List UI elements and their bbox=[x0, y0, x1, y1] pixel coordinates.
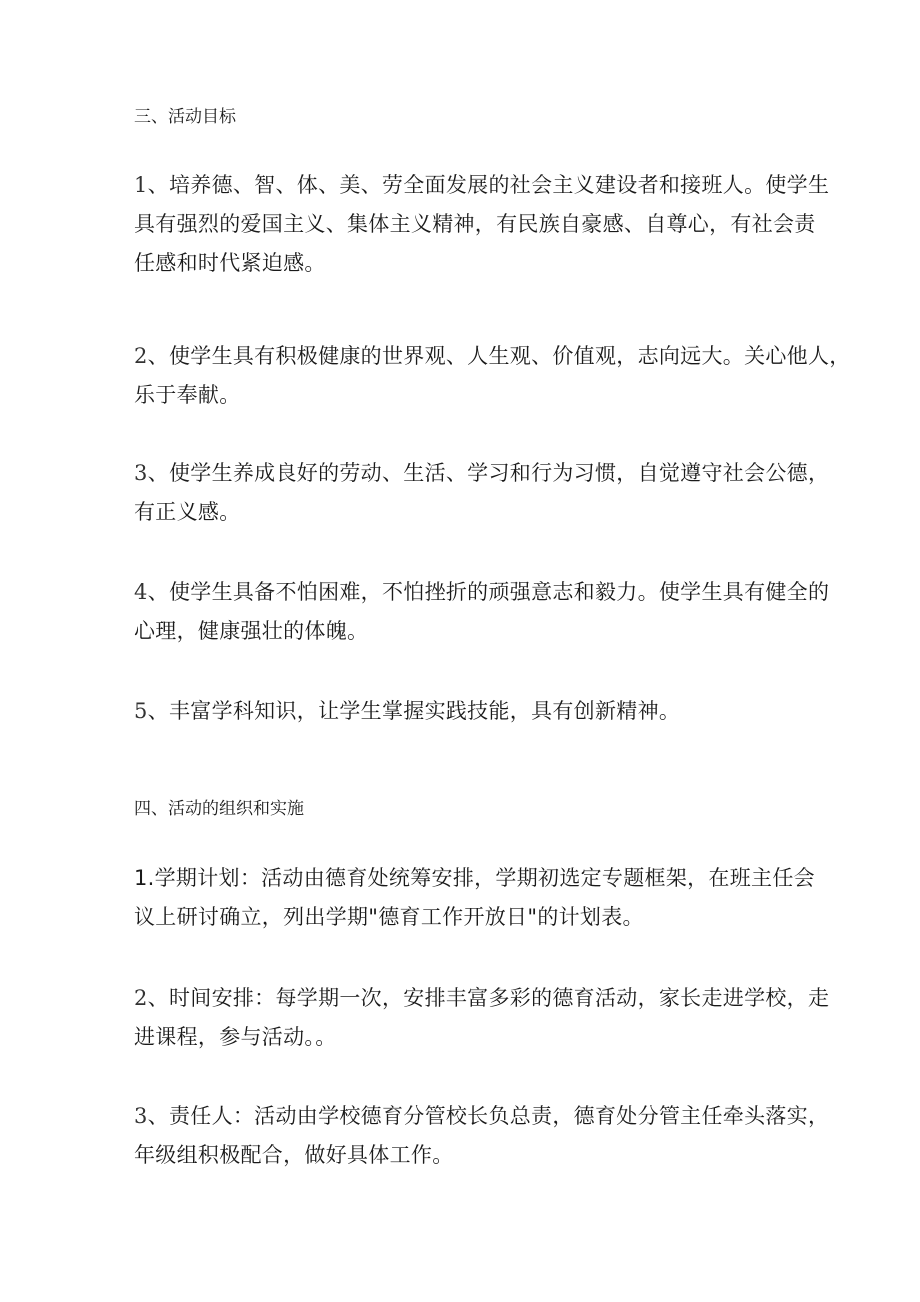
org-item-2 bbox=[134, 979, 830, 1057]
org-item-3 bbox=[134, 1097, 830, 1175]
line-text: 、责任人：活动由学校德育分管校长负总责，德育处分管主任牵头落实， bbox=[147, 1104, 830, 1128]
goal-item-3 bbox=[134, 454, 830, 532]
paragraph-line bbox=[134, 573, 830, 612]
paragraph-line: 年级组积极配合，做好具体工作。 bbox=[134, 1143, 454, 1167]
paragraph-line: 有正义感。 bbox=[134, 500, 241, 524]
line-text: 、时间安排：每学期一次，安排丰富多彩的德育活动，家长走进学校，走 bbox=[147, 986, 830, 1010]
paragraph-line bbox=[134, 337, 851, 376]
line-text: 、培养德、智、体、美、劳全面发展的社会主义建设者和接班人。使学生 bbox=[147, 173, 830, 197]
section-heading-goals: 三、活动目标 bbox=[134, 107, 236, 127]
goal-item-5 bbox=[134, 692, 806, 731]
paragraph-line: 进课程，参与活动。。 bbox=[134, 1025, 337, 1049]
paragraph-line: 心理，健康强壮的体魄。 bbox=[134, 619, 369, 643]
item-number: 2 bbox=[134, 986, 148, 1010]
goal-item-4 bbox=[134, 573, 830, 651]
item-number: 5 bbox=[134, 699, 148, 723]
paragraph-line bbox=[134, 1097, 830, 1136]
paragraph-line bbox=[134, 692, 806, 731]
paragraph-line bbox=[134, 454, 830, 493]
item-number: 2 bbox=[134, 344, 148, 368]
paragraph-line: 具有强烈的爱国主义、集体主义精神，有民族自豪感、自尊心，有社会责 bbox=[134, 212, 816, 236]
paragraph-line bbox=[134, 979, 830, 1018]
paragraph-line: 任感和时代紧迫感。 bbox=[134, 251, 326, 275]
section-heading-organization: 四、活动的组织和实施 bbox=[134, 799, 304, 819]
line-text: 、使学生养成良好的劳动、生活、学习和行为习惯，自觉遵守社会公德， bbox=[147, 461, 830, 485]
paragraph-line bbox=[134, 166, 830, 205]
item-number: 1 bbox=[134, 173, 148, 197]
goal-item-2 bbox=[134, 337, 851, 415]
paragraph-line: 乐于奉献。 bbox=[134, 383, 241, 407]
item-number: 3 bbox=[134, 461, 148, 485]
org-item-1 bbox=[134, 859, 815, 937]
item-number: 4 bbox=[134, 580, 148, 604]
goal-item-1 bbox=[134, 166, 830, 283]
paragraph-line: 议上研讨确立，列出学期"德育工作开放日"的计划表。 bbox=[134, 905, 644, 929]
paragraph-line: 1.学期计划：活动由德育处统筹安排，学期初选定专题框架，在班主任会 bbox=[134, 866, 815, 890]
item-number: 3 bbox=[134, 1104, 148, 1128]
line-text: 、使学生具备不怕困难，不怕挫折的顽强意志和毅力。使学生具有健全的 bbox=[147, 580, 830, 604]
line-text: 、使学生具有积极健康的世界观、人生观、价值观，志向远大。关心他人， bbox=[147, 344, 851, 368]
line-text: 、丰富学科知识，让学生掌握实践技能，具有创新精神。 bbox=[147, 699, 681, 723]
